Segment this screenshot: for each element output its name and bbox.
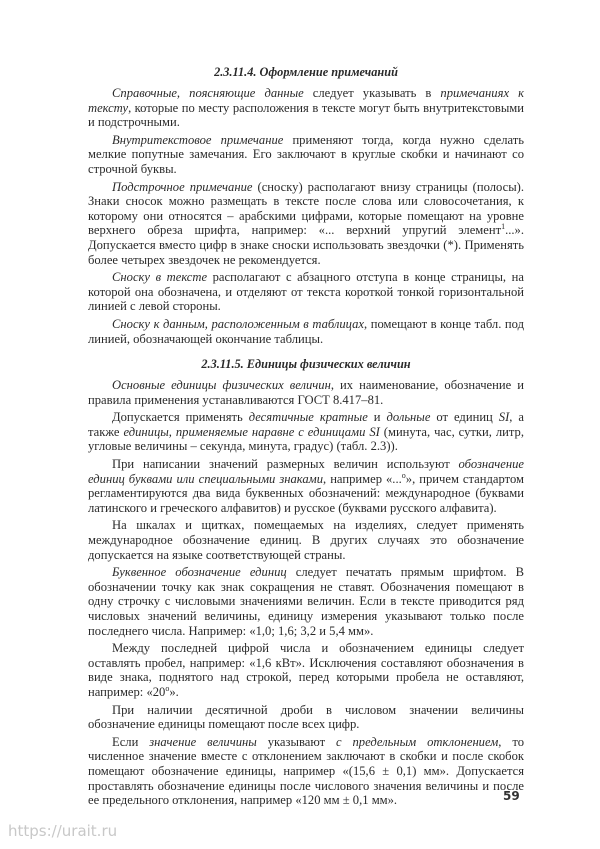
text-run: применяют тогда, когда нужно сделать мелкие попутные замечания. Его заключают в круглые скобки и начинают со строчной буквы.	[88, 132, 524, 176]
watermark-url: https://urait.ru	[8, 822, 118, 840]
section-body-notes	[88, 86, 524, 346]
italic-term: единицы, применяемые наравне с единицами SI	[123, 424, 380, 439]
text-run: , а также	[88, 410, 524, 439]
text-run: следует указывать в	[303, 86, 441, 100]
paragraph	[88, 703, 524, 732]
italic-term: Основные единицы физических величин	[112, 378, 331, 393]
text-run: , то численное значение вместе с отклонением заключают в скобки и после скобок помещают обозначение единицы, например «(15,6 ± 0,1) мм». Допускается проставлять обозначение единицы после числового значения величины и после ее предельного отклонения, например «120 мм ± 0,1 мм».	[88, 734, 524, 808]
text-run: , их наименование, обозначение и правила применения устанавливаются ГОСТ 8.417–81.	[88, 378, 524, 407]
italic-term: Внутритекстовое примечание	[112, 132, 284, 147]
text-run: Допускается применять	[112, 410, 249, 425]
italic-term: Справочные, поясняющие данные	[112, 86, 304, 100]
paragraph	[88, 270, 524, 314]
text-run: », причем стандартом регламентируются два вида буквенных обозначений: международное (буквами латинского и греческого алфавитов) и русское (буквами русского алфавита).	[88, 471, 525, 515]
section-heading-notes: 2.3.11.4. Оформление примечаний	[214, 65, 398, 79]
text-run: На шкалах и щитках, помещаемых на изделиях, следует применять международное обозначение единиц. В других случаях это обозначение допускается на языке соответствующей страны.	[88, 518, 524, 562]
italic-term: обозначение единиц буквами или специальными знаками	[88, 457, 524, 486]
italic-term: Сноску в тексте	[112, 270, 208, 285]
italic-term: значение величины	[149, 734, 257, 749]
italic-term: Буквенное обозначение единиц	[112, 565, 287, 580]
italic-term: SI	[498, 410, 510, 425]
text-run: При написании значений размерных величин используют	[112, 457, 459, 472]
section-body-units	[88, 378, 524, 808]
paragraph	[88, 457, 524, 515]
text-run: ».	[169, 684, 179, 699]
document-page	[88, 64, 524, 808]
text-run: располагают с абзацного отступа в конце страницы, на которой она обозначена, и отделяют от текста короткой тонкой горизонтальной линией с левой стороны.	[88, 270, 524, 314]
page-number: 59	[503, 789, 520, 803]
paragraph	[88, 317, 524, 346]
paragraph	[88, 410, 524, 454]
paragraph	[88, 180, 524, 268]
text-run: указывают	[256, 734, 336, 749]
text-run: При наличии десятичной дроби в числовом значении величины обозначение единицы помещают после всех цифр.	[88, 702, 524, 732]
italic-term: с предельным отклонением	[336, 734, 499, 749]
paragraph	[88, 565, 524, 638]
text-run: (сноску) располагают внизу страницы (полосы). Знаки сносок можно размещать в тексте после слова или словосочетания, к которому они относятся – арабскими цифрами, которые помещают на уровне верхнего обреза шрифта, например: «... верхний упругий элемент	[88, 179, 525, 238]
italic-term: десятичные кратные	[248, 410, 368, 425]
text-run: следует печатать прямым шрифтом. В обозначении точку как знак сокращения не ставят. Обозначения помещают в одну строчку с числовыми значениями величин. Если в тексте приводится ряд числовых значений величины, единицу измерения указывают только после последнего числа. Например: «1,0; 1,6; 3,2 и 5,4 мм».	[88, 565, 524, 638]
paragraph	[88, 735, 524, 808]
italic-term: примечаниях к тексту	[88, 86, 524, 115]
text-run: (минута, час, сутки, литр, угловые величины – секунда, минута, градус) (табл. 2.3)).	[88, 424, 524, 454]
paragraph	[88, 86, 524, 130]
paragraph	[88, 378, 524, 407]
text-run: Если	[112, 734, 150, 749]
text-run: , которые по месту расположения в тексте могут быть внутритекстовыми и подстрочными.	[88, 100, 524, 130]
paragraph	[88, 133, 524, 177]
italic-term: Сноску к данным, расположенным в таблицах	[112, 316, 365, 331]
text-run: , например «...	[323, 471, 402, 486]
superscript: 1	[501, 222, 506, 232]
superscript: о	[165, 683, 170, 693]
italic-term: Подстрочное примечание	[112, 179, 253, 194]
text-run: от единиц	[430, 410, 499, 425]
text-run: Между последней цифрой числа и обозначением единицы следует оставлять пробел, например: «1,6 кВт». Исключения составляют обозначения в виде знака, поднятого над строкой, перед которыми пробела не оставляют, например: «20	[88, 641, 524, 699]
text-run: ...». Допускается вместо цифр в знаке сноски использовать звездочки (*). Применять более четырех звездочек не рекомендуется.	[88, 223, 524, 267]
italic-term: дольные	[386, 410, 431, 425]
superscript: о	[401, 470, 406, 480]
text-run: и	[367, 410, 387, 425]
text-run: , помещают в конце табл. под линией, обозначающей окончание таблицы.	[88, 316, 524, 346]
paragraph	[88, 518, 524, 562]
section-heading-units: 2.3.11.5. Единицы физических величин	[201, 357, 411, 372]
paragraph	[88, 641, 524, 699]
